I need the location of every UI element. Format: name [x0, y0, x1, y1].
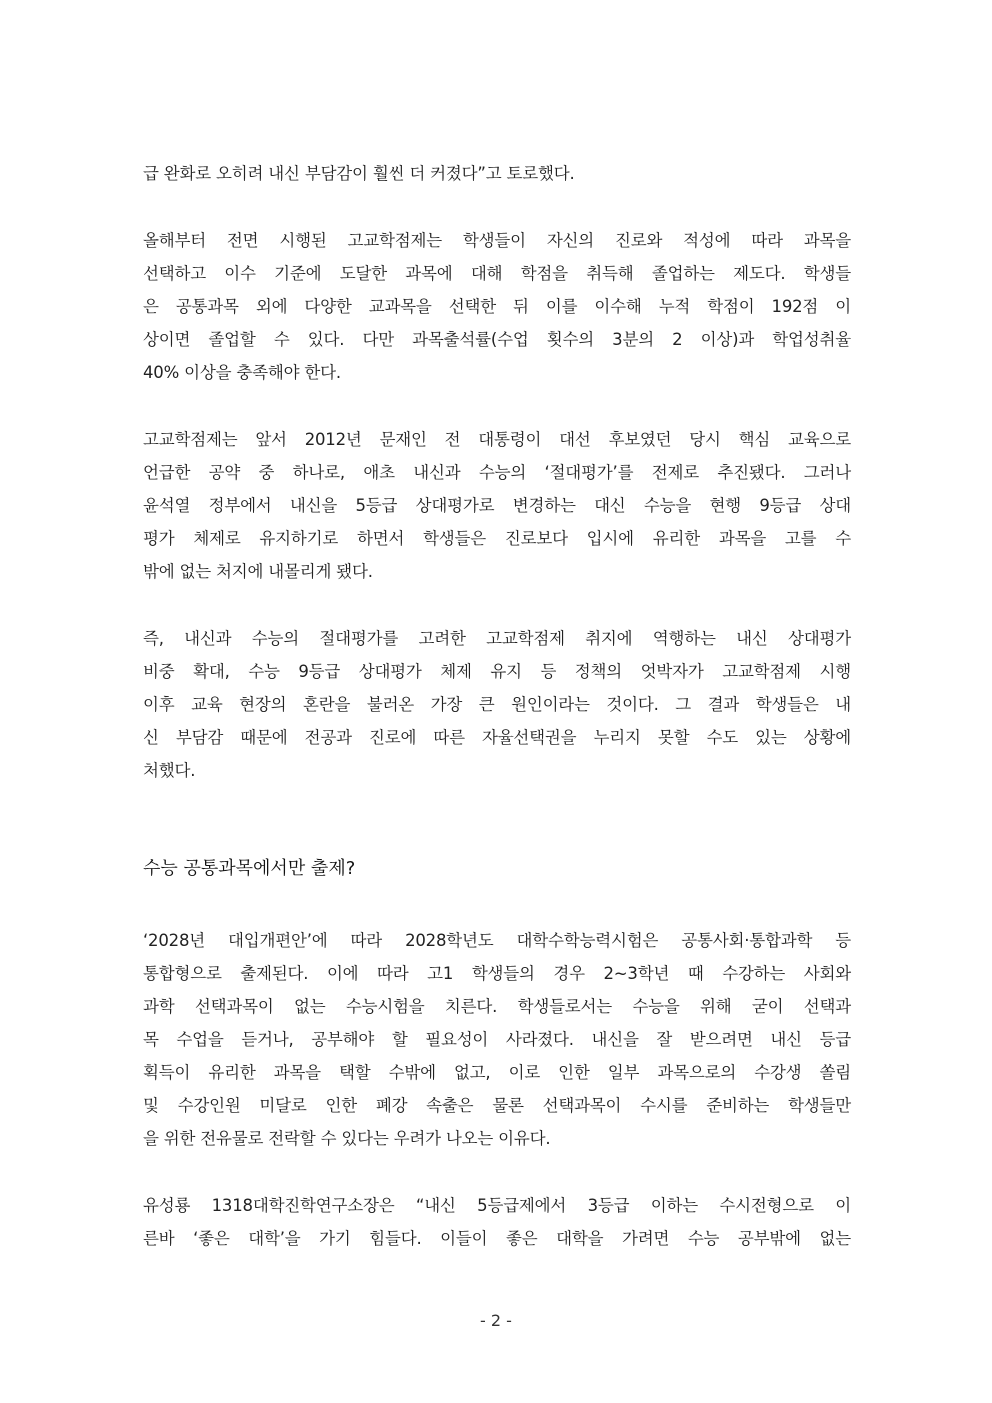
body-text-line: 상이면 졸업할 수 있다. 다만 과목출석률(수업 횟수의 3분의 2 이상)과 학업성취율	[143, 330, 851, 349]
section-heading: 수능 공통과목에서만 출제?	[143, 858, 356, 879]
body-text-line: 처했다.	[143, 761, 196, 780]
body-text-line: 을 위한 전유물로 전락할 수 있다는 우려가 나오는 이유다.	[143, 1129, 551, 1148]
body-text-line: 언급한 공약 중 하나로, 애초 내신과 수능의 ‘절대평가’를 전제로 추진됐다. 그러나	[143, 463, 851, 482]
body-text-line: 유성룡 1318대학진학연구소장은 “내신 5등급제에서 3등급 이하는 수시전형으로 이	[143, 1196, 851, 1215]
body-text-line: 급 완화로 오히려 내신 부담감이 훨씬 더 커졌다”고 토로했다.	[143, 164, 575, 183]
body-text-line: 즉, 내신과 수능의 절대평가를 고려한 고교학점제 취지에 역행하는 내신 상대평가	[143, 629, 851, 648]
body-text-line: 른바 ‘좋은 대학’을 가기 힘들다. 이들이 좋은 대학을 가려면 수능 공부밖에 없는	[143, 1229, 851, 1248]
body-text-line: 획득이 유리한 과목을 택할 수밖에 없고, 이로 인한 일부 과목으로의 수강생 쏠림	[143, 1063, 851, 1082]
body-text-line: 목 수업을 듣거나, 공부해야 할 필요성이 사라졌다. 내신을 잘 받으려면 내신 등급	[143, 1030, 851, 1049]
body-text-line: 과학 선택과목이 없는 수능시험을 치른다. 학생들로서는 수능을 위해 굳이 선택과	[143, 997, 851, 1016]
body-text-line: 40% 이상을 충족해야 한다.	[143, 363, 341, 382]
body-text-line: 이후 교육 현장의 혼란을 불러온 가장 큰 원인이라는 것이다. 그 결과 학생들은 내	[143, 695, 851, 714]
body-text-line: 평가 체제로 유지하기로 하면서 학생들은 진로보다 입시에 유리한 과목을 고를 수	[143, 529, 851, 548]
page-number: - 2 -	[480, 1311, 512, 1330]
body-text-line: 선택하고 이수 기준에 도달한 과목에 대해 학점을 취득해 졸업하는 제도다. 학생들	[143, 264, 851, 283]
body-text-line: 통합형으로 출제된다. 이에 따라 고1 학생들의 경우 2~3학년 때 수강하는 사회와	[143, 964, 851, 983]
body-text-line: 올해부터 전면 시행된 고교학점제는 학생들이 자신의 진로와 적성에 따라 과목을	[143, 231, 851, 250]
body-text-line: 신 부담감 때문에 전공과 진로에 따른 자율선택권을 누리지 못할 수도 있는 상황에	[143, 728, 851, 747]
body-text-line: 및 수강인원 미달로 인한 폐강 속출은 물론 선택과목이 수시를 준비하는 학생들만	[143, 1096, 851, 1115]
body-text-line: 고교학점제는 앞서 2012년 문재인 전 대통령이 대선 후보였던 당시 핵심 교육으로	[143, 430, 851, 449]
body-text-line: 은 공통과목 외에 다양한 교과목을 선택한 뒤 이를 이수해 누적 학점이 192점 이	[143, 297, 851, 316]
body-text-line: 윤석열 정부에서 내신을 5등급 상대평가로 변경하는 대신 수능을 현행 9등급 상대	[143, 496, 851, 515]
body-text-line: 밖에 없는 처지에 내몰리게 됐다.	[143, 562, 373, 581]
body-text-line: 비중 확대, 수능 9등급 상대평가 체제 유지 등 정책의 엇박자가 고교학점제 시행	[143, 662, 851, 681]
body-text-line: ‘2028년 대입개편안’에 따라 2028학년도 대학수학능력시험은 공통사회·통합과학 등	[143, 931, 851, 950]
